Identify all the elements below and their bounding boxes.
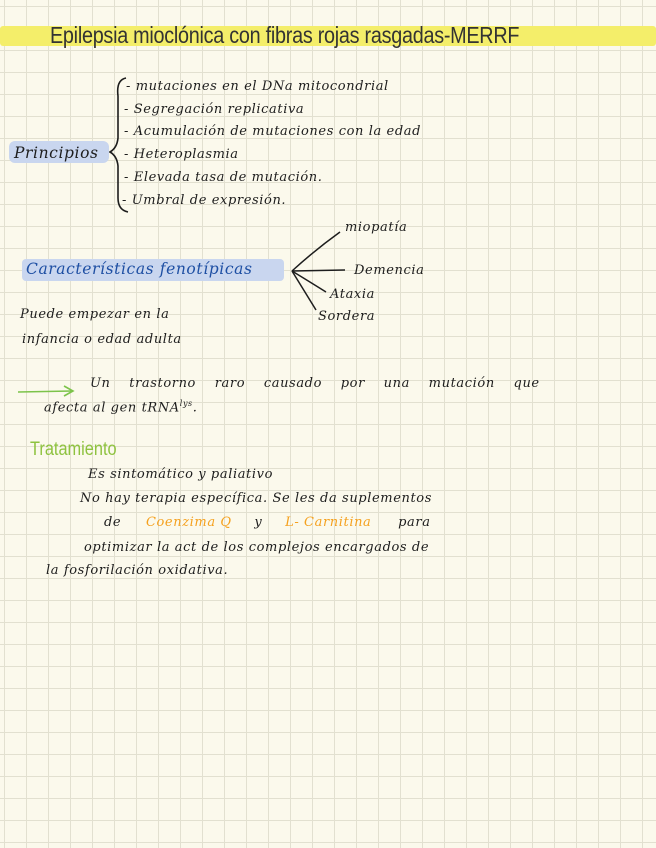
- principios-item: - Acumulación de mutaciones con la edad: [124, 124, 422, 139]
- green-arrow: [18, 386, 73, 396]
- caracteristicas-label: Características fenotípicas: [26, 260, 253, 278]
- tratamiento-line-4: optimizar la act de los complejos encargados de: [84, 540, 430, 555]
- branch-miopatia: miopatía: [345, 220, 408, 235]
- trastorno-period: .: [192, 400, 198, 416]
- tratamiento-line-3-post: para: [398, 515, 431, 530]
- principios-brace: [110, 78, 128, 212]
- principios-item: - Umbral de expresión.: [122, 193, 287, 208]
- tratamiento-line-2: No hay terapia específica. Se les da suplementos: [80, 491, 432, 506]
- page-title: Epilepsia mioclónica con fibras rojas rasgadas-MERRF: [50, 22, 520, 48]
- principios-label: Principios: [14, 144, 99, 162]
- principios-item: - Heteroplasmia: [124, 147, 239, 162]
- tratamiento-line-3-mid: y: [254, 515, 263, 530]
- tratamiento-line-3-pre: de: [104, 515, 122, 530]
- principios-item: - Elevada tasa de mutación.: [124, 170, 323, 185]
- principios-item: - mutaciones en el DNa mitocondrial: [126, 79, 389, 94]
- inicio-line-2: infancia o edad adulta: [22, 332, 182, 347]
- trastorno-line-2: [44, 400, 198, 414]
- trastorno-line-2-text: afecta al gen tRNA: [44, 400, 180, 416]
- tratamiento-heading: Tratamiento: [30, 439, 117, 460]
- trastorno-superscript: lys: [179, 399, 193, 408]
- branch-demencia: Demencia: [354, 263, 425, 278]
- tratamiento-line-1: Es sintomático y paliativo: [88, 467, 274, 482]
- inicio-line-1: Puede empezar en la: [20, 307, 170, 322]
- tratamiento-line-3: [104, 516, 431, 529]
- supplement-l-carnitina: L- Carnitina: [285, 515, 372, 530]
- branch-ataxia: Ataxia: [330, 287, 375, 302]
- principios-item: - Segregación replicativa: [124, 102, 305, 117]
- branch-sordera: Sordera: [318, 309, 376, 324]
- supplement-coenzima-q: Coenzima Q: [145, 515, 232, 530]
- trastorno-line-1: Un trastorno raro causado por una mutación que: [90, 376, 540, 391]
- tratamiento-line-5: la fosforilación oxidativa.: [46, 563, 229, 578]
